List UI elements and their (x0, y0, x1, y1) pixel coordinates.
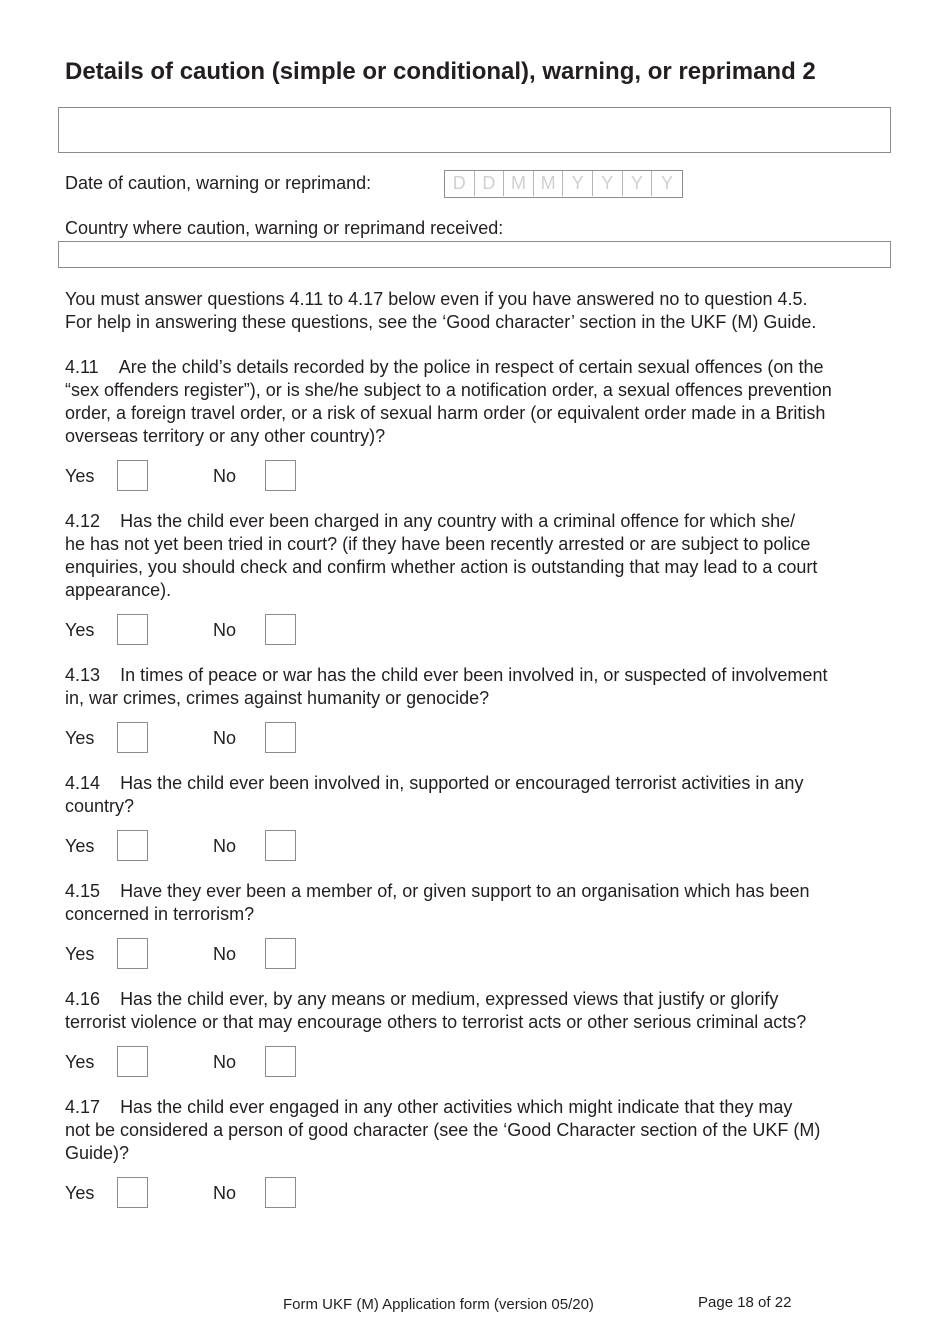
question-number: 4.13 (65, 665, 101, 685)
no-label: No (213, 1183, 237, 1203)
question-text: Has the child ever been charged in any country with a criminal offence for which she/ (120, 511, 796, 531)
question-text: enquiries, you should check and confirm whether action is outstanding that may lead to a court (65, 557, 818, 577)
question-text: Guide)? (65, 1143, 130, 1163)
question-text: appearance). (65, 580, 172, 600)
question-4-17 (65, 1096, 820, 1165)
q4-15-yes-checkbox[interactable] (117, 938, 148, 969)
date-year-2[interactable]: Y (593, 171, 623, 196)
question-text: not be considered a person of good character (see the ‘Good Character section of the UKF (M) (65, 1120, 821, 1140)
no-label: No (213, 466, 237, 486)
q4-11-yes-checkbox[interactable] (117, 460, 148, 491)
question-number: 4.16 (65, 989, 101, 1009)
q4-16-no-checkbox[interactable] (265, 1046, 296, 1077)
question-text: Has the child ever, by any means or medium, expressed views that justify or glorify (120, 989, 779, 1009)
yes-label: Yes (65, 1183, 95, 1203)
question-4-11 (65, 356, 832, 448)
yes-label: Yes (65, 1052, 95, 1072)
q4-13-no-checkbox[interactable] (265, 722, 296, 753)
q4-12-yes-checkbox[interactable] (117, 614, 148, 645)
date-input[interactable] (444, 170, 683, 198)
caution-details-field[interactable] (58, 107, 891, 153)
question-text: terrorist violence or that may encourage others to terrorist acts or other serious criminal acts? (65, 1012, 807, 1032)
question-text: order, a foreign travel order, or a risk of sexual harm order (or equivalent order made in a British (65, 403, 826, 423)
yes-label: Yes (65, 466, 95, 486)
question-text: Are the child’s details recorded by the police in respect of certain sexual offences (on the (118, 357, 824, 377)
yes-label: Yes (65, 836, 95, 856)
no-label: No (213, 728, 237, 748)
instructions-line: You must answer questions 4.11 to 4.17 below even if you have answered no to question 4.5. (65, 289, 808, 309)
question-number: 4.11 (65, 357, 99, 377)
question-text: he has not yet been tried in court? (if they have been recently arrested or are subject to police (65, 534, 811, 554)
date-day-1[interactable]: D (445, 171, 475, 196)
page-number: Page 18 of 22 (698, 1294, 792, 1311)
question-text: Have they ever been a member of, or given support to an organisation which has been (120, 881, 810, 901)
q4-17-no-checkbox[interactable] (265, 1177, 296, 1208)
question-text: “sex offenders register”), or is she/he subject to a notification order, a sexual offences prevention (65, 380, 832, 400)
date-year-3[interactable]: Y (623, 171, 653, 196)
q4-14-yes-checkbox[interactable] (117, 830, 148, 861)
question-text: overseas territory or any other country)? (65, 426, 386, 446)
date-year-1[interactable]: Y (563, 171, 593, 196)
q4-11-no-checkbox[interactable] (265, 460, 296, 491)
page-title: Details of caution (simple or conditional), warning, or reprimand 2 (65, 58, 816, 85)
q4-15-no-checkbox[interactable] (265, 938, 296, 969)
date-month-1[interactable]: M (504, 171, 534, 196)
date-year-4[interactable]: Y (660, 173, 673, 193)
country-label: Country where caution, warning or reprimand received: (65, 218, 504, 238)
date-month-2[interactable]: M (534, 171, 564, 196)
question-4-13 (65, 664, 827, 710)
q4-12-no-checkbox[interactable] (265, 614, 296, 645)
question-text: Has the child ever engaged in any other activities which might indicate that they may (120, 1097, 793, 1117)
form-reference: Form UKF (M) Application form (version 05/20) (283, 1296, 594, 1313)
date-label: Date of caution, warning or reprimand: (65, 173, 372, 193)
q4-16-yes-checkbox[interactable] (117, 1046, 148, 1077)
date-day-2[interactable]: D (475, 171, 505, 196)
no-label: No (213, 836, 237, 856)
question-number: 4.14 (65, 773, 101, 793)
no-label: No (213, 944, 237, 964)
question-text: country? (65, 796, 135, 816)
question-text: Has the child ever been involved in, supported or encouraged terrorist activities in any (120, 773, 804, 793)
instructions (65, 288, 816, 334)
no-label: No (213, 620, 237, 640)
yes-label: Yes (65, 728, 95, 748)
question-text: concerned in terrorism? (65, 904, 255, 924)
question-number: 4.15 (65, 881, 101, 901)
no-label: No (213, 1052, 237, 1072)
q4-13-yes-checkbox[interactable] (117, 722, 148, 753)
instructions-line: For help in answering these questions, see the ‘Good character’ section in the UKF (M) Guide. (65, 312, 817, 332)
question-text: in, war crimes, crimes against humanity or genocide? (65, 688, 490, 708)
question-4-12 (65, 510, 817, 602)
question-number: 4.17 (65, 1097, 101, 1117)
question-4-16 (65, 988, 806, 1034)
question-text: In times of peace or war has the child ever been involved in, or suspected of involvement (120, 665, 828, 685)
question-4-15 (65, 880, 809, 926)
question-4-14 (65, 772, 803, 818)
q4-17-yes-checkbox[interactable] (117, 1177, 148, 1208)
question-number: 4.12 (65, 511, 101, 531)
q4-14-no-checkbox[interactable] (265, 830, 296, 861)
country-field[interactable] (58, 241, 891, 268)
yes-label: Yes (65, 944, 95, 964)
yes-label: Yes (65, 620, 95, 640)
